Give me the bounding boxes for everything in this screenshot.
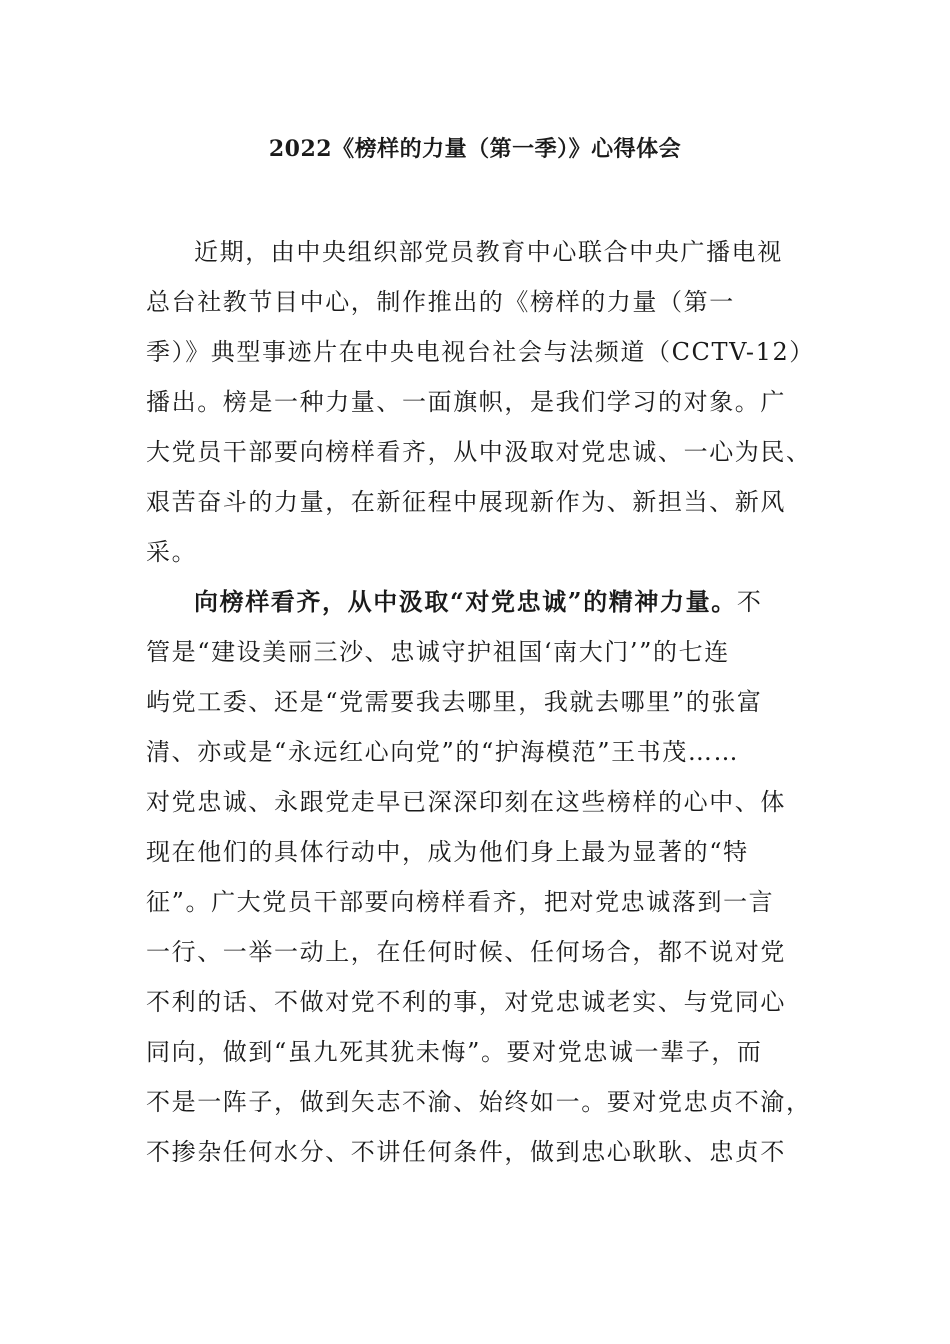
paragraph-2-line: 管是“建设美丽三沙、忠诚守护祖国‘南大门’”的七连: [146, 638, 730, 666]
paragraph-1-line: 大党员干部要向榜样看齐，从中汲取对党忠诚、一心为民、: [146, 438, 812, 466]
paragraph-1-line: 采。: [146, 538, 198, 566]
paragraph-1-line: 季）》典型事迹片在中央电视台社会与法频道（CCTV-12）: [146, 338, 815, 366]
paragraph-2-line: 现在他们的具体行动中，成为他们身上最为显著的“特: [146, 838, 749, 866]
paragraph-2-line: 不是一阵子，做到矢志不渝、始终如一。要对党忠贞不渝，: [146, 1088, 812, 1116]
paragraph-2-first-line: [194, 586, 762, 618]
document-title: 2022《榜样的力量（第一季）》心得体会: [268, 136, 682, 162]
paragraph-1-line: 总台社教节目中心，制作推出的《榜样的力量（第一: [146, 288, 735, 316]
paragraph-2-line: 同向，做到“虽九死其犹未悔”。要对党忠诚一辈子，而: [146, 1038, 763, 1066]
paragraph-2-line: 清、亦或是“永远红心向党”的“护海模范”王书茂……: [146, 738, 740, 766]
paragraph-2-line: 不掺杂任何水分、不讲任何条件，做到忠心耿耿、忠贞不: [146, 1138, 786, 1166]
paragraph-2-heading: 向榜样看齐，从中汲取“对党忠诚”的精神力量。: [194, 587, 737, 616]
paragraph-2-line: 一行、一举一动上，在任何时候、任何场合，都不说对党: [146, 938, 786, 966]
paragraph-2-line: 屿党工委、还是“党需要我去哪里，我就去哪里”的张富: [146, 688, 763, 716]
paragraph-2-line: 不利的话、不做对党不利的事，对党忠诚老实、与党同心: [146, 988, 786, 1016]
paragraph-2-line: 征”。广大党员干部要向榜样看齐，把对党忠诚落到一言: [146, 888, 775, 916]
paragraph-2-first-rest: 不: [736, 588, 763, 616]
paragraph-1-line: 近期，由中央组织部党员教育中心联合中央广播电视: [194, 238, 783, 266]
paragraph-2-line: 对党忠诚、永跟党走早已深深印刻在这些榜样的心中、体: [146, 788, 786, 816]
paragraph-1-line: 艰苦奋斗的力量，在新征程中展现新作为、新担当、新风: [146, 488, 786, 516]
paragraph-1-line: 播出。榜是一种力量、一面旗帜，是我们学习的对象。广: [146, 388, 786, 416]
